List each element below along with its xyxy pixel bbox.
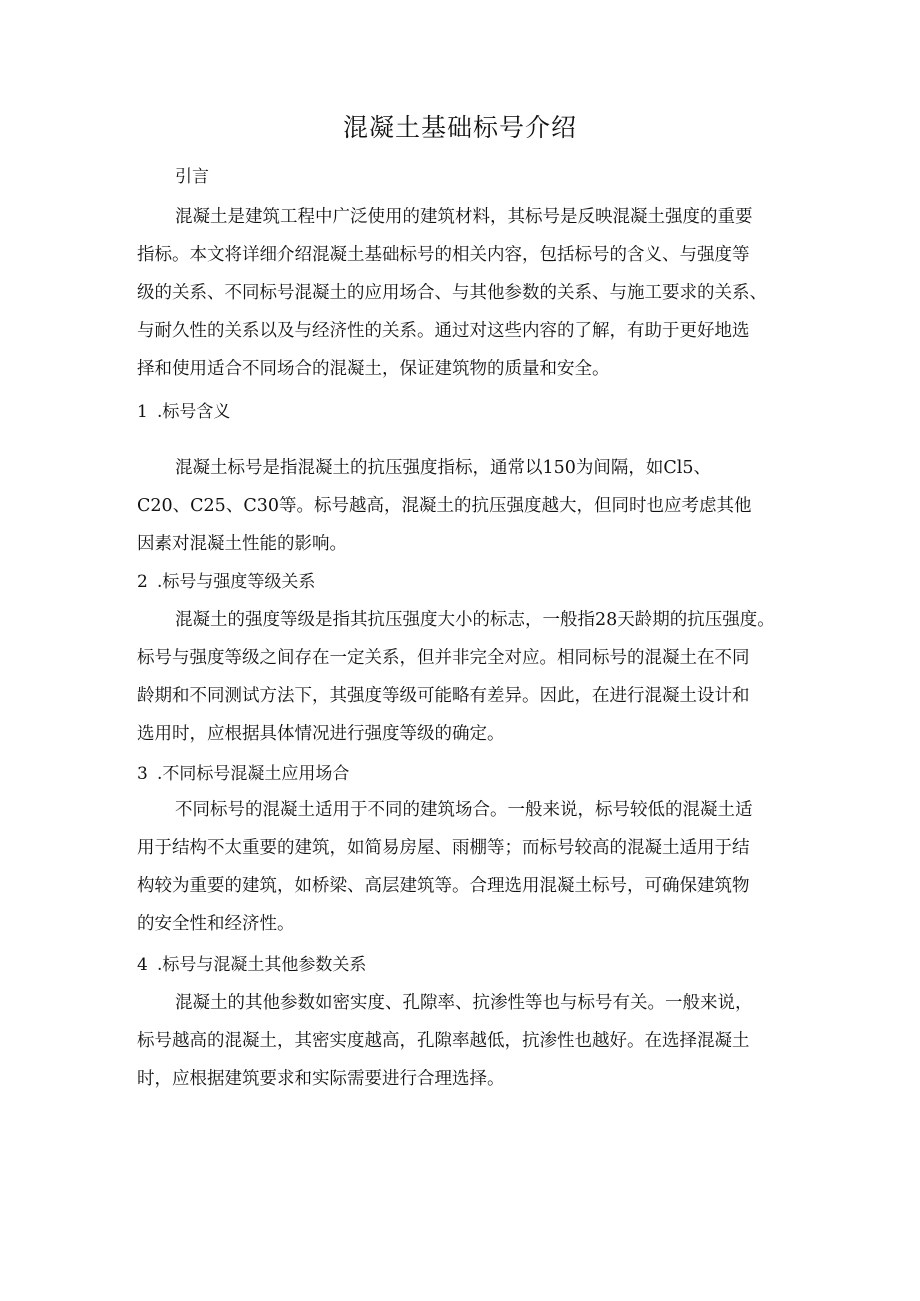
section-number: 2 bbox=[137, 572, 148, 592]
paragraph-line: 择和使用适合不同场合的混凝土，保证建筑物的质量和安全。 bbox=[137, 359, 610, 379]
paragraph-line: 混凝土标号是指混凝土的抗压强度指标，通常以150为间隔，如Cl5、 bbox=[175, 458, 712, 478]
section-number: 4 bbox=[137, 955, 148, 975]
section-title: .标号与混凝土其他参数关系 bbox=[157, 955, 367, 975]
section-heading bbox=[137, 953, 366, 977]
paragraph-line: 用于结构不太重要的建筑，如简易房屋、雨棚等；而标号较高的混凝土适用于结 bbox=[137, 838, 750, 858]
section-title: .不同标号混凝土应用场合 bbox=[157, 764, 350, 784]
paragraph-line: 标号与强度等级之间存在一定关系，但并非完全对应。相同标号的混凝土在不同 bbox=[137, 648, 750, 668]
paragraph-line: 混凝土的其他参数如密实度、孔隙率、抗渗性等也与标号有关。一般来说， bbox=[175, 993, 753, 1013]
paragraph-line: C20、C25、C30等。标号越高，混凝土的抗压强度越大，但同时也应考虑其他 bbox=[137, 496, 752, 516]
section-heading bbox=[137, 400, 230, 424]
paragraph-line: 标号越高的混凝土，其密实度越高，孔隙率越低，抗渗性也越好。在选择混凝土 bbox=[137, 1031, 750, 1051]
section-heading bbox=[137, 570, 315, 594]
paragraph-line: 龄期和不同测试方法下，其强度等级可能略有差异。因此，在进行混凝土设计和 bbox=[137, 686, 750, 706]
paragraph-line: 级的关系、不同标号混凝土的应用场合、与其他参数的关系、与施工要求的关系、 bbox=[137, 283, 767, 303]
paragraph-line: 的安全性和经济性。 bbox=[137, 914, 295, 934]
paragraph-line: 与耐久性的关系以及与经济性的关系。通过对这些内容的了解，有助于更好地选 bbox=[137, 321, 750, 341]
paragraph-line: 混凝土的强度等级是指其抗压强度大小的标志，一般指28天龄期的抗压强度。 bbox=[175, 610, 775, 630]
paragraph-line: 选用时，应根据具体情况进行强度等级的确定。 bbox=[137, 724, 505, 744]
section-number: 3 bbox=[137, 764, 148, 784]
section-number: 1 bbox=[137, 402, 148, 422]
document-title: 混凝土基础标号介绍 bbox=[342, 113, 577, 142]
paragraph-line: 因素对混凝土性能的影响。 bbox=[137, 534, 347, 554]
paragraph-line: 混凝土是建筑工程中广泛使用的建筑材料，其标号是反映混凝土强度的重要 bbox=[175, 207, 753, 227]
paragraph-line: 时，应根据建筑要求和实际需要进行合理选择。 bbox=[137, 1069, 505, 1089]
paragraph-line: 不同标号的混凝土适用于不同的建筑场合。一般来说，标号较低的混凝土适 bbox=[175, 800, 753, 820]
intro-heading: 引言 bbox=[175, 167, 209, 187]
section-heading bbox=[137, 762, 349, 786]
section-title: .标号含义 bbox=[157, 402, 231, 422]
section-title: .标号与强度等级关系 bbox=[157, 572, 316, 592]
paragraph-line: 构较为重要的建筑，如桥梁、高层建筑等。合理选用混凝土标号，可确保建筑物 bbox=[137, 876, 750, 896]
paragraph-line: 指标。本文将详细介绍混凝土基础标号的相关内容，包括标号的含义、与强度等 bbox=[137, 245, 750, 265]
